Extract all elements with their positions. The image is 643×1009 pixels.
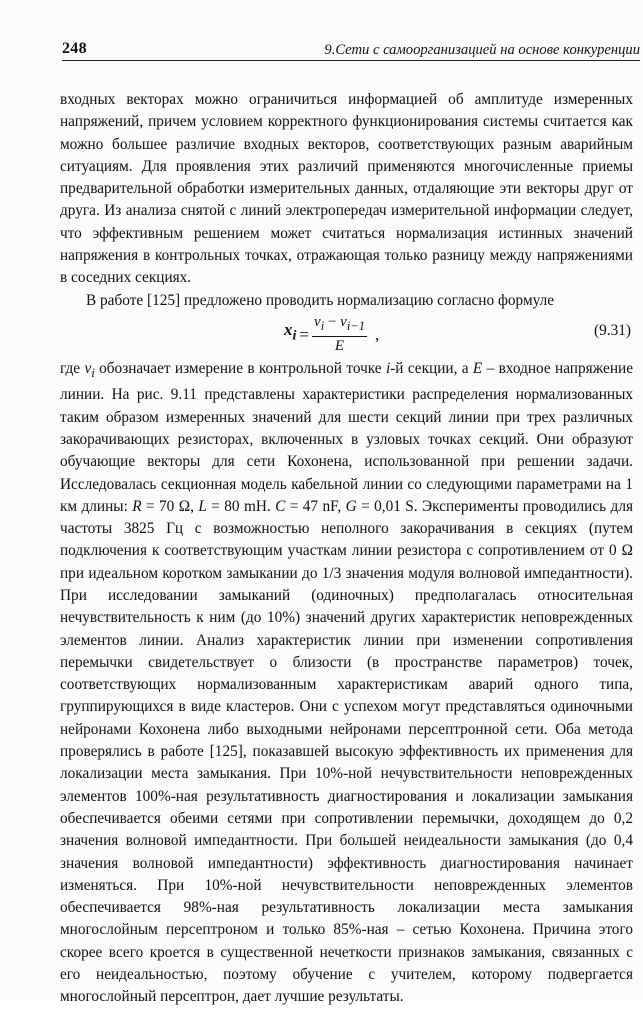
paragraph-continued: входных векторах можно ограничиться информацией об амплитуде измеренных напряжений, причем условием корректного функционирования системы считается как можно большее различие входных векторов, соответствующих разным аварийным ситуациям. Для проявления этих различий применяются многочисленные приемы предварительной обработки измерительных данных, отдаляющие эти векторы друг от друга. Из анализа снятой с линий электропередач измерительной информации следует, что эффективным решением может считаться нормализация истинных значений напряжения в контрольных точках, отражающая только разницу между напряжениями в соседних секциях. — [60, 91, 633, 287]
formula-equals: = — [299, 324, 310, 344]
page-number: 248 — [62, 40, 87, 57]
formula-lhs: $x_i$ — [284, 320, 297, 344]
header-rule — [62, 60, 640, 61]
equation-9-31 — [60, 312, 633, 358]
running-title: 9.Сети с самоорганизацией на основе конкуренции — [324, 42, 640, 58]
body-text — [60, 89, 633, 1009]
formula-denominator: E — [334, 337, 345, 354]
formula: $x_i$ = $\frac{v_i - v_{i-1}}{E}$ , — [284, 313, 380, 354]
paragraph-formula-intro: В работе [125] предложено проводить нормализацию согласно формуле — [86, 291, 555, 309]
equation-number: (9.31) — [594, 321, 631, 339]
page-header — [62, 40, 640, 64]
formula-numerator: $v_i - v_{i-1}$ — [312, 314, 367, 337]
formula-fraction — [312, 314, 367, 356]
paragraph-main: где $v_i$ обозначает измерение в контрольной точке i-й секции, а E – входное напряжение линии. На рис. 9.11 представлены характеристики распределения нормализованных таким образом измеренных значений для шести секций линии при трех различных закорачивающих резисторах, включенных в узловых точках секций. Они образуют обучающие векторы для сети Кохонена, использованной при решении задачи. Исследовалась секционная модель кабельной линии со следующими параметрами на 1 км длины: R = 70 Ω, L = 80 mH. C = 47 nF, G = 0,01 S. Эксперименты проводились для частоты 3825 Гц с возможностью неполного закорачивания в секциях (путем подключения к соответствующим участкам линии резистора с сопротивлением от 0 Ω при идеальном коротком замыкании до 1/3 значения модуля волновой импедантности). При исследовании замыканий (одиночных) предполагалась относительная нечувствительность к ним (до 10%) значений других характеристик неповрежденных элементов линии. Анализ характеристик линии при изменении сопротивления перемычки свидетельствует о близости (в пространстве параметров) точек, соответствующих нормализованным характеристикам аварий одного типа, группирующихся в виде кластеров. Они с успехом могут представляться одиночными нейронами Кохонена либо выходными нейронами персептронной сети. Оба метода проверялись в работе [125], показавшей высокую эффективность их применения для локализации места замыкания. При 10%-ной нечувствительности неповрежденных элементов 100%-ная результативность диагностирования и локализации замыкания обеспечивается обеими сетями при сопротивлении перемычки, доходящем до 0,2 значения волновой импедантности. При большей неидеальности замыкания (до 0,4 значения волновой импедантности) эффективность диагностирования начинает изменяться. При 10%-ной нечувствительности неповрежденных элементов обеспечивается 98%-ная результативность локализации места замыкания многослойным персептроном и только 85%-ная – сетью Кохонена. Причина этого скорее всего кроется в существенной нечеткости признаков замыкания, связанных с его неидеальностью, поэтому обучение с учителем, которому подвергается многослойный персептрон, дает лучшие результаты. — [60, 359, 633, 1006]
